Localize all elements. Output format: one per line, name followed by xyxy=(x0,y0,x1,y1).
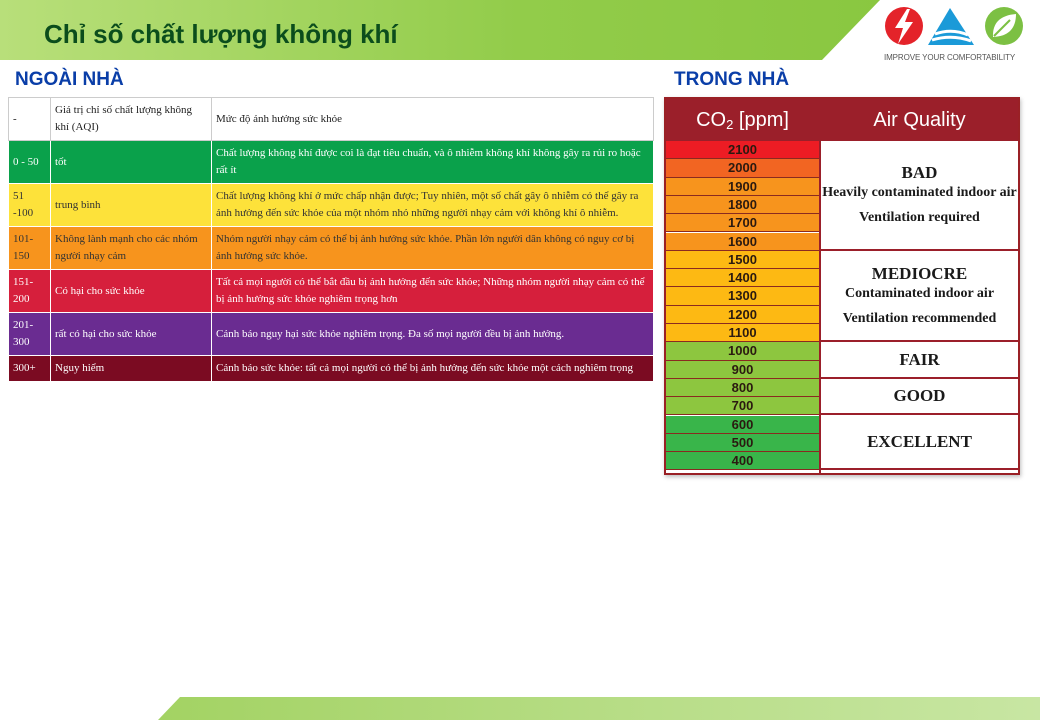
quality-action: Ventilation required xyxy=(859,210,980,226)
aqi-row xyxy=(9,227,654,270)
leaf-icon xyxy=(985,7,1023,45)
ppm-value-cell: 1400 xyxy=(666,269,819,287)
air-quality-column-header: Air Quality xyxy=(821,99,1018,141)
aqi-level-cell: Nguy hiểm xyxy=(51,356,212,382)
lightning-icon xyxy=(885,7,923,45)
quality-label: MEDIOCRE xyxy=(871,264,968,284)
aqi-effect-cell: Tất cả mọi người có thể bắt đầu bị ảnh hưởng đến sức khỏe; Những nhóm người nhạy cảm có thể bị ảnh hưởng sức khỏe nghiêm trọng hơn xyxy=(212,270,654,313)
ppm-value-cell: 1300 xyxy=(666,287,819,305)
co2-header-subscript: 2 xyxy=(726,116,734,132)
column-header-effect: Mức độ ảnh hưởng sức khỏe xyxy=(212,98,654,141)
ppm-value-cell: 1000 xyxy=(666,342,819,360)
aqi-level-cell: tốt xyxy=(51,141,212,184)
quality-description: Heavily contaminated indoor air xyxy=(822,185,1017,201)
aqi-effect-cell: Cảnh báo sức khỏe: tất cả mọi người có thể bị ảnh hưởng đến sức khỏe một cách nghiêm trọng xyxy=(212,356,654,382)
ppm-value-cell: 1500 xyxy=(666,251,819,269)
aqi-level-cell: Không lành mạnh cho các nhóm người nhạy cảm xyxy=(51,227,212,270)
ppm-value-cell: 1900 xyxy=(666,178,819,196)
ppm-value-cell: 1800 xyxy=(666,196,819,214)
aqi-effect-cell: Nhóm người nhạy cảm có thể bị ảnh hưởng sức khỏe. Phần lớn người dân không có nguy cơ bị ảnh hưởng sức khỏe. xyxy=(212,227,654,270)
aqi-range-cell: 0 - 50 xyxy=(9,141,51,184)
aqi-row xyxy=(9,141,654,184)
aqi-effect-cell: Cảnh báo nguy hại sức khỏe nghiêm trọng. Đa số mọi người đều bị ảnh hưởng. xyxy=(212,313,654,356)
quality-label: FAIR xyxy=(899,349,940,369)
aqi-table xyxy=(8,97,654,382)
co2-column-header xyxy=(666,99,819,141)
aqi-effect-cell: Chất lượng không khí ở mức chấp nhận được; Tuy nhiên, một số chất gây ô nhiễm có thể gây ra ảnh hưởng đến sức khỏe của một nhóm nhỏ những người nhạy cảm với không khí ô nhiễm. xyxy=(212,184,654,227)
quality-level-excellent xyxy=(821,416,1018,471)
quality-level-mediocre xyxy=(821,251,1018,343)
ppm-value-cell: 400 xyxy=(666,452,819,470)
co2-header-label: CO xyxy=(696,108,727,131)
quality-level-bad xyxy=(821,141,1018,251)
quality-label: EXCELLENT xyxy=(867,431,972,451)
quality-label: BAD xyxy=(901,163,938,183)
ppm-value-cell: 900 xyxy=(666,361,819,379)
aqi-row xyxy=(9,270,654,313)
column-header-index: - xyxy=(9,98,51,141)
aqi-table-header xyxy=(9,98,654,141)
aqi-row xyxy=(9,313,654,356)
ppm-value-cell: 800 xyxy=(666,379,819,397)
quality-level-fair xyxy=(821,342,1018,379)
aqi-range-cell: 201-300 xyxy=(9,313,51,356)
aqi-row xyxy=(9,184,654,227)
co2-header-unit: [ppm] xyxy=(733,108,789,131)
aqi-row xyxy=(9,356,654,382)
co2-chart xyxy=(664,97,1020,475)
aqi-range-cell: 300+ xyxy=(9,356,51,382)
aqi-level-cell: trung bình xyxy=(51,184,212,227)
quality-level-good xyxy=(821,379,1018,416)
quality-description: Contaminated indoor air xyxy=(844,286,995,302)
logo-tagline: IMPROVE YOUR COMFORTABILITY xyxy=(884,53,1016,62)
aqi-effect-cell: Chất lượng không khí được coi là đạt tiêu chuẩn, và ô nhiễm không khí không gây ra rủi ro hoặc rất ít xyxy=(212,141,654,184)
ppm-value-cell: 2100 xyxy=(666,141,819,159)
ppm-value-cell: 700 xyxy=(666,397,819,415)
ppm-value-cell: 600 xyxy=(666,416,819,434)
aqi-level-cell: rất có hại cho sức khỏe xyxy=(51,313,212,356)
ppm-value-cell: 1600 xyxy=(666,233,819,251)
indoor-heading: TRONG NHÀ xyxy=(674,69,790,90)
mountain-icon xyxy=(928,8,974,45)
ppm-value-cell: 1200 xyxy=(666,306,819,324)
aqi-range-cell: 51 -100 xyxy=(9,184,51,227)
page-title: Chỉ số chất lượng không khí xyxy=(44,19,398,49)
aqi-range-cell: 101-150 xyxy=(9,227,51,270)
aqi-range-cell: 151-200 xyxy=(9,270,51,313)
ppm-value-cell: 500 xyxy=(666,434,819,452)
ppm-value-cell: 1700 xyxy=(666,214,819,232)
quality-action: Ventilation recommended xyxy=(842,311,997,327)
ppm-value-cell: 1100 xyxy=(666,324,819,342)
aqi-level-cell: Có hại cho sức khỏe xyxy=(51,270,212,313)
ppm-value-cell: 2000 xyxy=(666,159,819,177)
column-header-aqi: Giá trị chỉ số chất lượng không khí (AQI) xyxy=(51,98,212,141)
quality-label: GOOD xyxy=(893,386,946,406)
outdoor-heading: NGOÀI NHÀ xyxy=(15,69,124,90)
footer-band xyxy=(0,697,1040,720)
